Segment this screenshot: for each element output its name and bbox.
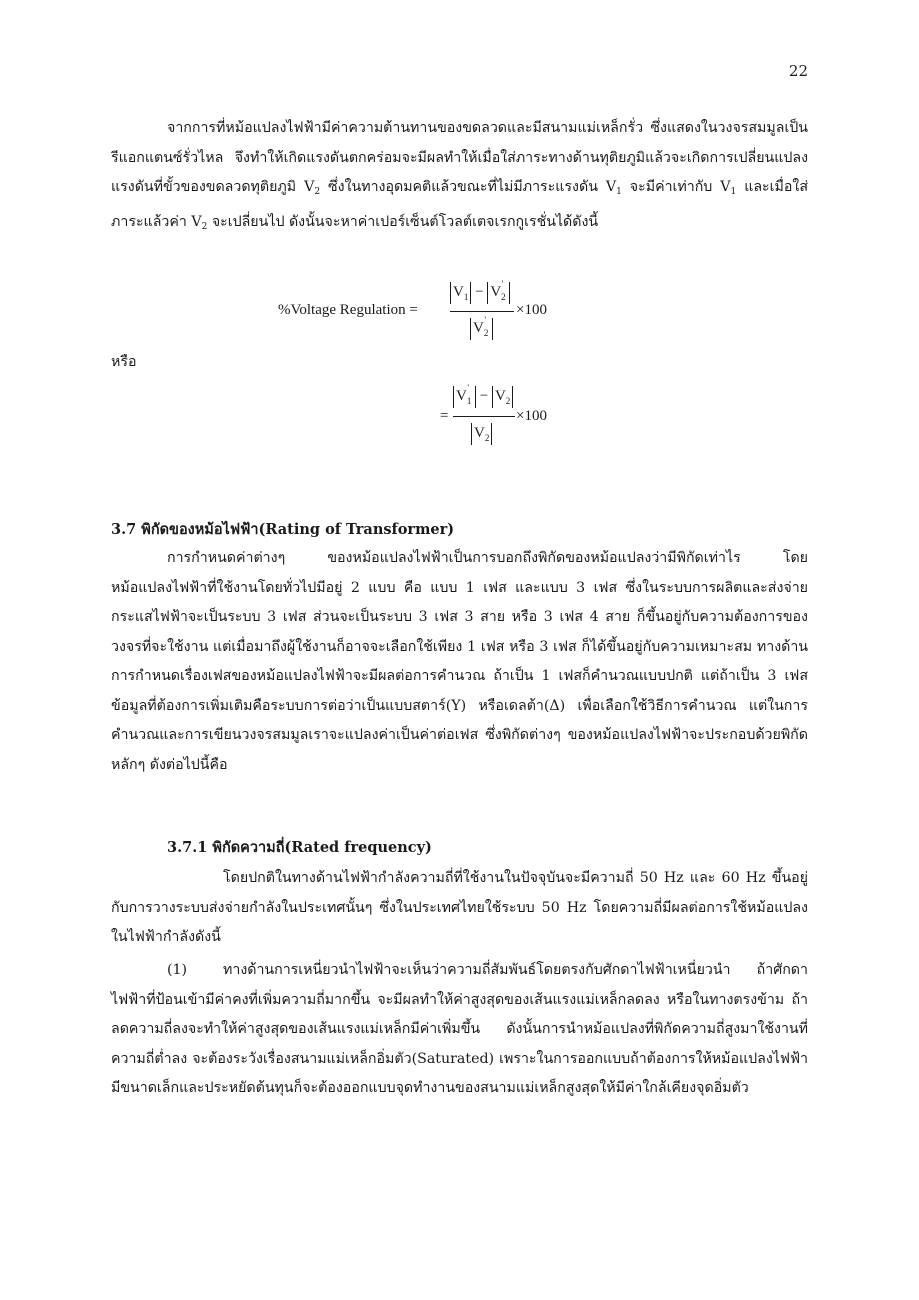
fraction-bar <box>453 416 515 417</box>
section-heading-3-7: 3.7 พิกัดของหม้อไฟฟ้า(Rating of Transformer) <box>111 521 455 538</box>
section-3-7-1-paragraph: โดยปกติในทางด้านไฟฟ้ากำลังความถี่ที่ใช้งานในปัจจุบันจะมีความถี่ 50 Hz และ 60 Hz ขึ้นอยู่กับการวางระบบส่งจ่ายกำลังในประเทศนั้นๆ ซึ่งในประเทศไทยใช้ระบบ 50 Hz โดยความถี่มีผลต่อการใช้หม้อแปลงในไฟฟ้ากำลังดังนี้ <box>111 870 808 945</box>
item-number: (1) <box>167 962 188 978</box>
equation-eq-sign: = <box>440 408 449 424</box>
section-heading-3-7-1: 3.7.1 พิกัดความถี่(Rated frequency) <box>167 839 432 856</box>
item-1-paragraph: ทางด้านการเหนี่ยวนำไฟฟ้าจะเห็นว่าความถี่สัมพันธ์โดยตรงกับศักดาไฟฟ้าเหนี่ยวนำ ถ้าศักดาไฟฟ้าที่ป้อนเข้ามีค่าคงที่เพิ่มความถี่มากขึ้น จะมีผลทำให้ค่าสูงสุดของเส้นแรงแม่เหล็กลดลง หรือในทางตรงข้าม ถ้าลดความถี่ลงจะทำให้ค่าสูงสุดของเส้นแรงแม่เหล็กมีค่าเพิ่มขึ้น ดังนั้นการนำหม้อแปลงที่พิกัดความถี่สูงมาใช้งานที่ความถี่ต่ำลง จะต้องระวังเรื่องสนามแม่เหล็กอิ่มตัว(Saturated) เพราะในการออกแบบถ้าต้องการให้หม้อแปลงไฟฟ้ามีขนาดเล็กและประหยัดต้นทุนก็จะต้องออกแบบจุดทำงานของสนามแม่เหล็กสูงสุดให้มีค่าใกล้เคียงจุดอิ่มตัว <box>111 962 808 1096</box>
intro-paragraph: จากการที่หม้อแปลงไฟฟ้ามีค่าความต้านทานของขดลวดและมีสนามแม่เหล็กรั่ว ซึ่งแสดงในวงจรสมมูลเป็นรีแอกแตนซ์รั่วไหล จึงทำให้เกิดแรงดันตกคร่อมจะมีผลทำให้เมื่อใส่ภาระทางด้านทุติยภูมิแล้วจะเกิดการเปลี่ยนแปลงแรงดันที่ขั้วของขดลวดทุติยภูมิ $V_2$ ซึ่งในทางอุดมคติแล้วขณะที่ไม่มีภาระแรงดัน $V_1$ จะมีค่าเท่ากับ $V_1$ และเมื่อใส่ภาระแล้วค่า $V_2$ จะเปลี่ยนไป ดังนั้นจะหาค่าเปอร์เซ็นต์โวลต์เตจเรกกูเรชั่นได้ดังนี้ <box>111 120 808 232</box>
or-label: หรือ <box>111 354 137 370</box>
equation-denominator: $V_2'$ <box>470 318 493 340</box>
equation-numerator: $V_1 - V_2'$ <box>450 282 510 304</box>
equation-numerator: $V_1' - V_2$ <box>453 386 513 408</box>
page-number: 22 <box>788 62 808 80</box>
voltage-regulation-equation-alt <box>440 383 580 456</box>
voltage-regulation-equation <box>278 279 578 352</box>
equation-multiplier: ×100 <box>516 408 547 424</box>
section-3-7-paragraph: การกำหนดค่าต่างๆ ของหม้อแปลงไฟฟ้าเป็นการบอกถึงพิกัดของหม้อแปลงว่ามีพิกัดเท่าไร โดยหม้อแปลงไฟฟ้าที่ใช้งานโดยทั่วไปมีอยู่ 2 แบบ คือ แบบ 1 เฟส และแบบ 3 เฟส ซึ่งในระบบการผลิตและส่งจ่ายกระแสไฟฟ้าจะเป็นระบบ 3 เฟส ส่วนจะเป็นระบบ 3 เฟส 3 สาย หรือ 3 เฟส 4 สาย ก็ขึ้นอยู่กับความต้องการของวงจรที่จะใช้งาน แต่เมื่อมาถึงผู้ใช้งานก็อาจจะเลือกใช้เพียง 1 เฟส หรือ 3 เฟส ก็ได้ขึ้นอยู่กับความเหมาะสม ทางด้านการกำหนดเรื่องเฟสของหม้อแปลงไฟฟ้าจะมีผลต่อการคำนวณ ถ้าเป็น 1 เฟสก็คำนวณแบบปกติ แต่ถ้าเป็น 3 เฟส ข้อมูลที่ต้องการเพิ่มเติมคือระบบการต่อว่าเป็นแบบสตาร์(Y) หรือเดลต้า(Δ) เพื่อเลือกใช้วิธีการคำนวณ แต่ในการคำนวณและการเขียนวงจรสมมูลเราจะแปลงค่าเป็นค่าต่อเฟส ซึ่งพิกัดต่างๆ ของหม้อแปลงไฟฟ้าจะประกอบด้วยพิกัดหลักๆ ดังต่อไปนี้คือ <box>111 550 808 773</box>
fraction-bar <box>450 311 514 312</box>
equation-denominator: $V_2$ <box>471 423 492 445</box>
equation-multiplier: ×100 <box>516 302 547 318</box>
equation-lhs: %Voltage Regulation = <box>278 302 418 318</box>
